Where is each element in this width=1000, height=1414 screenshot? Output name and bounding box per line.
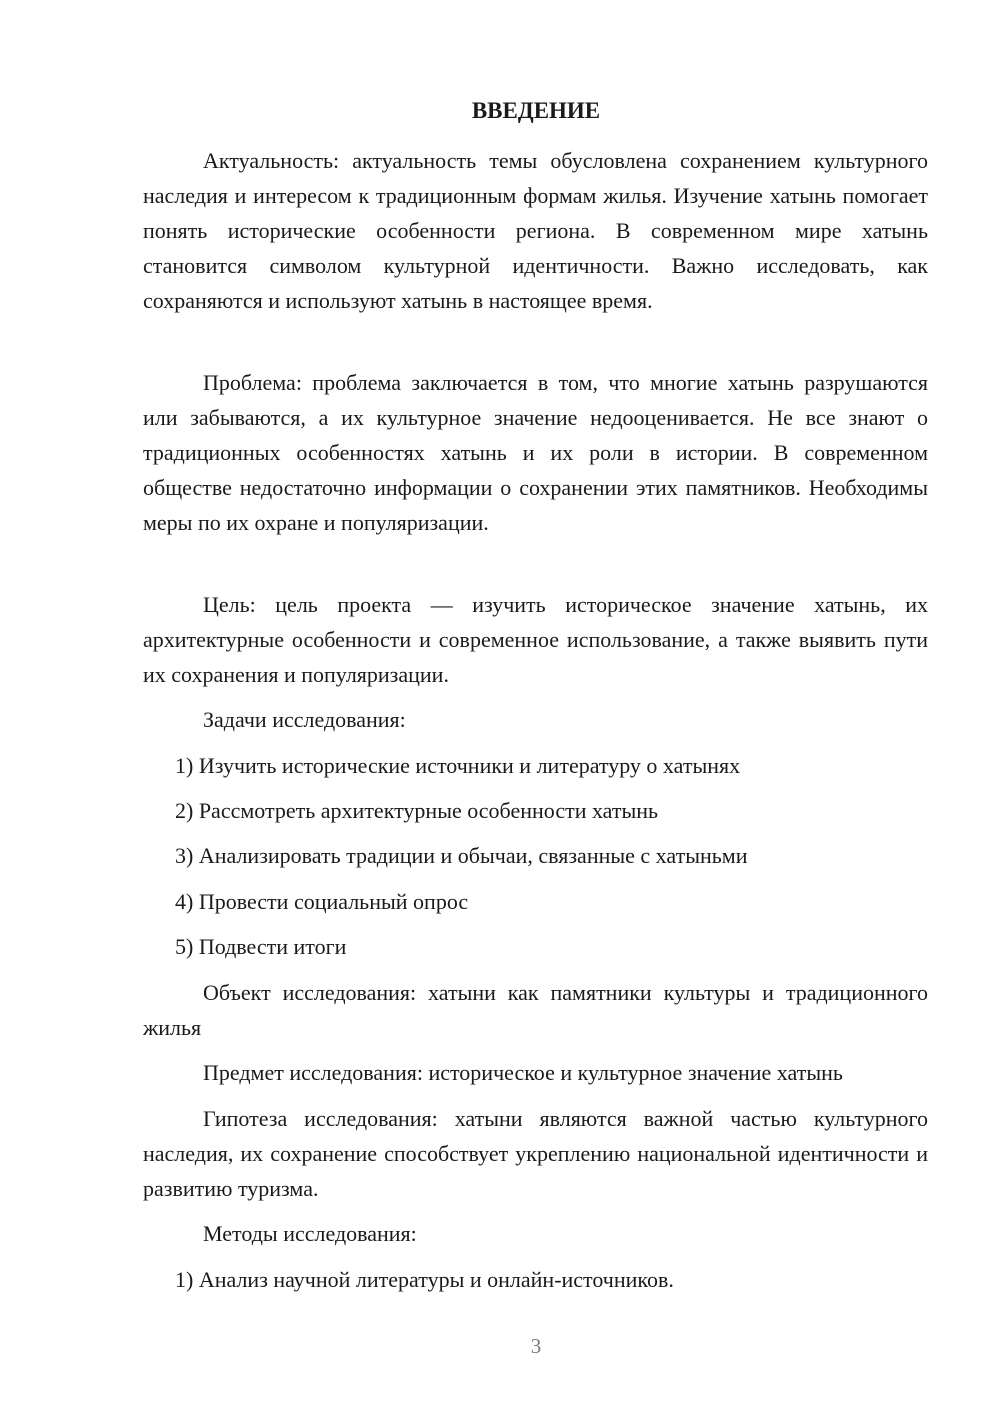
hypothesis-text: Гипотеза исследования: хатыни являются важной частью культурного наследия, их сохранение способствует укреплению национальной идентичности и развитию туризма. bbox=[143, 1106, 928, 1201]
task-item-5: 5) Подвести итоги bbox=[175, 934, 347, 959]
object-text: Объект исследования: хатыни как памятники культуры и традиционного жилья bbox=[143, 980, 928, 1040]
goal-paragraph bbox=[143, 587, 928, 692]
page-title: ВВЕДЕНИЕ bbox=[471, 98, 601, 123]
task-item-1: 1) Изучить исторические источники и литературу о хатынях bbox=[175, 753, 741, 778]
page-number: 3 bbox=[530, 1334, 542, 1358]
actuality-paragraph bbox=[143, 143, 928, 318]
task-item-2: 2) Рассмотреть архитектурные особенности хатынь bbox=[175, 798, 659, 823]
task-item-4: 4) Провести социальный опрос bbox=[175, 889, 469, 914]
problem-text: Проблема: проблема заключается в том, что многие хатынь разрушаются или забываются, а их культурное значение недооценивается. Не все знают о традиционных особенностях хатынь и их роли в истории. В современном обществе недостаточно информации о сохранении этих памятников. Необходимы меры по их охране и популяризации. bbox=[143, 370, 928, 535]
goal-text: Цель: цель проекта — изучить историческое значение хатынь, их архитектурные особенности и современное использование, а также выявить пути их сохранения и популяризации. bbox=[143, 592, 928, 687]
method-item-1: 1) Анализ научной литературы и онлайн-источников. bbox=[175, 1267, 674, 1292]
object-paragraph bbox=[143, 975, 928, 1045]
subject-paragraph: Предмет исследования: историческое и культурное значение хатынь bbox=[203, 1060, 843, 1085]
actuality-text: Актуальность: актуальность темы обусловлена сохранением культурного наследия и интересом к традиционным формам жилья. Изучение хатынь помогает понять исторические особенности региона. В современном мире хатынь становится символом культурной идентичности. Важно исследовать, как сохраняются и используют хатынь в настоящее время. bbox=[143, 148, 928, 313]
problem-paragraph bbox=[143, 365, 928, 540]
task-item-3: 3) Анализировать традиции и обычаи, связанные с хатыньми bbox=[175, 843, 748, 868]
methods-heading: Методы исследования: bbox=[203, 1221, 417, 1246]
hypothesis-paragraph bbox=[143, 1101, 928, 1206]
tasks-heading: Задачи исследования: bbox=[203, 707, 406, 732]
